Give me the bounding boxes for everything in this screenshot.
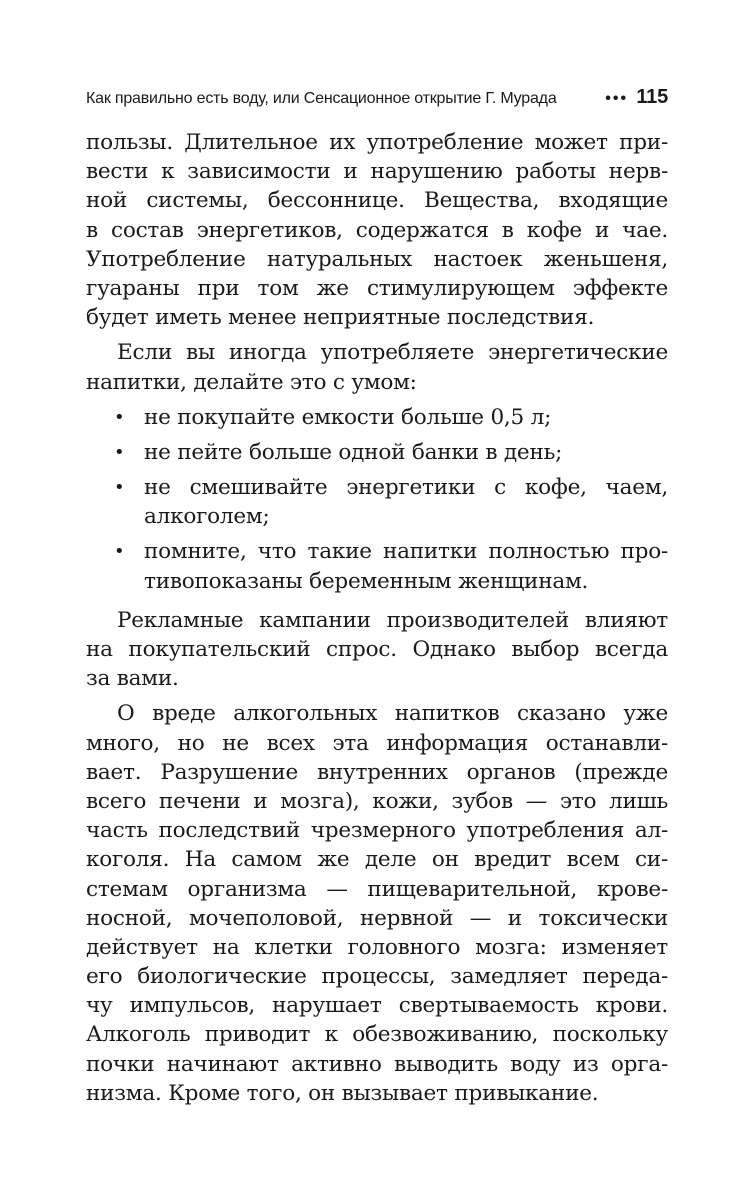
text-line: стемам организма — пищеварительной, крове- bbox=[86, 876, 668, 902]
text-line: носной, мочеполовой, нервной — и токсически bbox=[86, 905, 668, 931]
text-line: гуараны при том же стимулирующем эффекте bbox=[86, 275, 668, 301]
text-line: в состав энергетиков, содержатся в кофе и чае. bbox=[86, 217, 668, 243]
text-line: почки начинают активно выводить воду из орга- bbox=[86, 1051, 668, 1077]
paragraph-4 bbox=[86, 699, 668, 1108]
text-line: Рекламные кампании производителей влияют bbox=[117, 607, 668, 633]
text-line: его биологические процессы, замедляет переда- bbox=[86, 964, 668, 990]
page-number: 115 bbox=[636, 86, 668, 108]
page-number-block bbox=[601, 86, 668, 109]
text-line: часть последствий чрезмерного употребления ал- bbox=[86, 818, 668, 844]
running-title: Как правильно есть воду, или Сенсационное открытие Г. Мурада bbox=[86, 90, 557, 107]
bullet-list bbox=[86, 403, 668, 596]
list-item-text: не покупайте емкости больше 0,5 л; bbox=[144, 404, 552, 430]
list-item bbox=[86, 473, 668, 531]
list-item-text: не смешивайте энергетики с кофе, чаем, bbox=[144, 475, 668, 501]
list-item bbox=[86, 537, 668, 595]
list-item bbox=[86, 438, 668, 467]
list-item bbox=[86, 403, 668, 432]
text-line: О вреде алкогольных напитков сказано уже bbox=[117, 701, 668, 727]
list-item-text: алкоголем; bbox=[144, 504, 270, 530]
bullet-icon: • bbox=[114, 541, 125, 563]
paragraph-2 bbox=[86, 338, 668, 396]
text-line: напитки, делайте это с умом: bbox=[86, 369, 417, 395]
text-line: вести к зависимости и нарушению работы нерв- bbox=[86, 159, 668, 185]
text-line: ной системы, бессоннице. Вещества, входящие bbox=[86, 188, 668, 214]
text-line: действует на клетки головного мозга: изменяет bbox=[86, 934, 668, 960]
text-line: коголя. На самом же деле он вредит всем си- bbox=[86, 847, 668, 873]
text-line: на покупательский спрос. Однако выбор всегда bbox=[86, 637, 668, 662]
text-line: Употребление натуральных настоек женьшеня, bbox=[86, 246, 668, 272]
paragraph-1 bbox=[86, 128, 668, 332]
list-item-text: тивопоказаны беременным женщинам. bbox=[144, 568, 589, 594]
text-line: Если вы иногда употребляете энергетические bbox=[117, 340, 668, 366]
page-body bbox=[86, 128, 668, 1108]
list-item-text: не пейте больше одной банки в день; bbox=[144, 439, 563, 465]
text-line: много, но не всех эта информация останавли- bbox=[86, 730, 668, 756]
bullet-icon: • bbox=[114, 441, 125, 463]
running-header bbox=[86, 86, 668, 109]
text-line: чу импульсов, нарушает свертываемость крови. bbox=[86, 993, 668, 1019]
bullet-icon: • bbox=[114, 477, 125, 499]
text-line: всего печени и мозга), кожи, зубов — это лишь bbox=[86, 788, 668, 814]
text-line: низма. Кроме того, он вызывает привыкание. bbox=[86, 1080, 599, 1106]
text-line: Алкоголь приводит к обезвоживанию, поскольку bbox=[86, 1022, 668, 1048]
list-item-text: помните, что такие напитки полностью про- bbox=[144, 539, 668, 565]
text-line: вает. Разрушение внутренних органов (прежде bbox=[86, 759, 668, 785]
text-line: будет иметь менее неприятные последствия. bbox=[86, 305, 595, 331]
header-dots: ••• bbox=[605, 90, 629, 107]
text-line: за вами. bbox=[86, 666, 179, 692]
bullet-icon: • bbox=[114, 406, 125, 428]
paragraph-3 bbox=[86, 606, 668, 694]
text-line: пользы. Длительное их употребление может при- bbox=[86, 130, 668, 155]
